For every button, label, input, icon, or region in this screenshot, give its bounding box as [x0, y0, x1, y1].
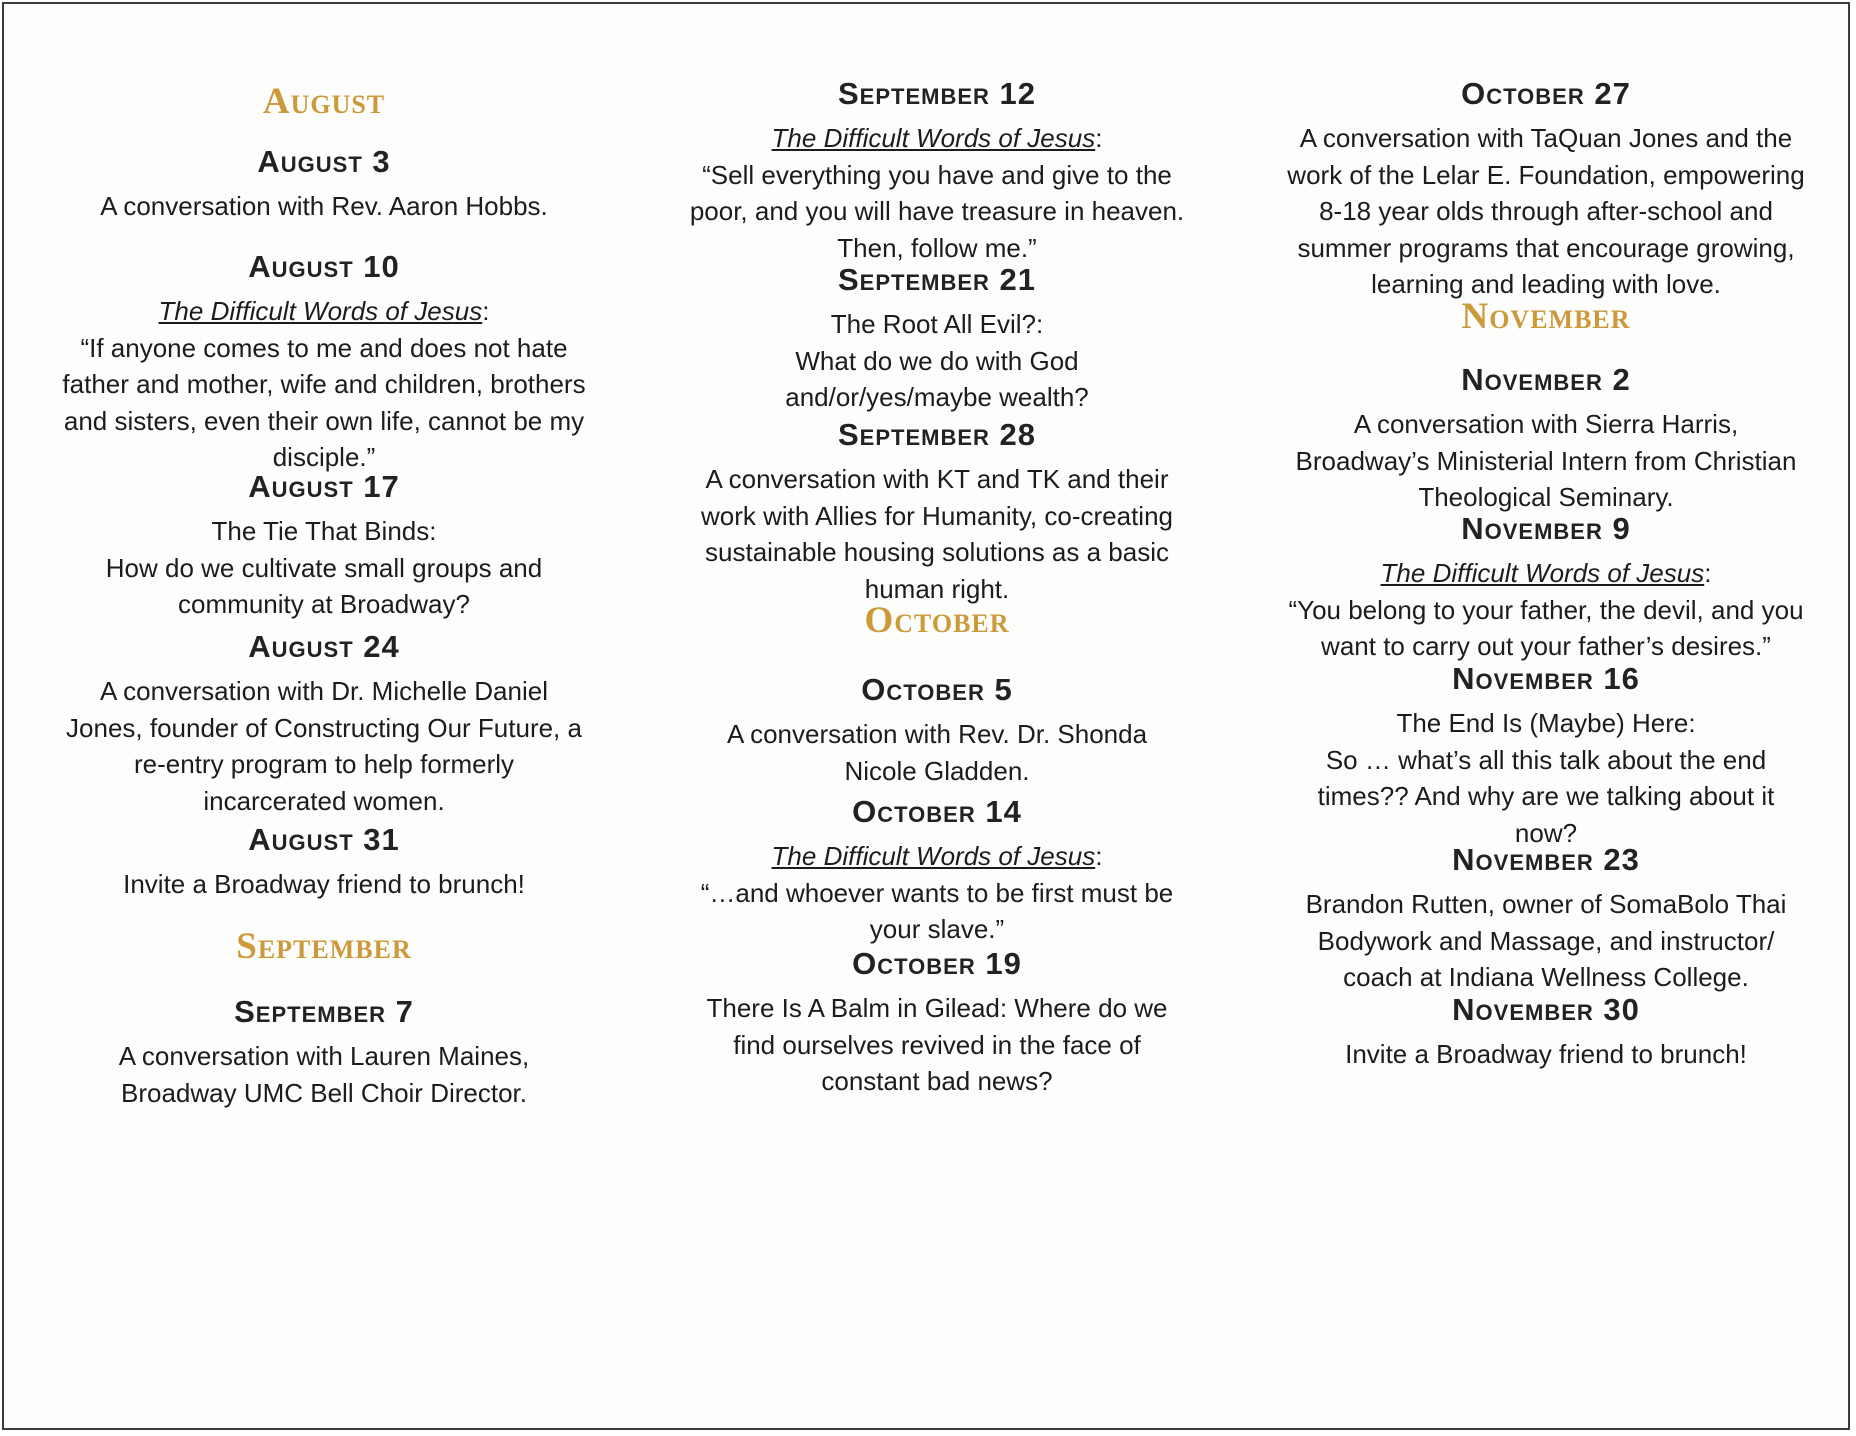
entry-date: November 30: [1452, 992, 1640, 1027]
entry-description-line: Brandon Rutten, owner of SomaBolo Thai: [1305, 889, 1787, 919]
entry-description-line: Broadway’s Ministerial Intern from Christian: [1295, 445, 1797, 476]
entry-description-line: work of the Lelar E. Foundation, empowering: [1287, 159, 1805, 190]
schedule-entry: [34, 629, 614, 819]
entry-description-line: What do we do with God: [795, 345, 1079, 376]
schedule-entry: [652, 76, 1222, 266]
series-colon: :: [1704, 558, 1712, 588]
entry-date: November 9: [1461, 511, 1631, 546]
series-colon: :: [1095, 841, 1103, 871]
schedule-entry: [652, 262, 1222, 416]
entry-date: August 24: [248, 629, 400, 664]
entry-description-line: Theological Seminary.: [1418, 482, 1674, 512]
entry-description-line: your slave.”: [869, 914, 1005, 944]
entry-description-line: father and mother, wife and children, brothers: [62, 369, 586, 399]
entry-description-line: now?: [1514, 817, 1578, 848]
entry-description-line: A conversation with Rev. Dr. Shonda: [726, 719, 1148, 749]
entry-description-line: Jones, founder of Constructing Our Future, a: [66, 712, 582, 743]
entry-description-line: and/or/yes/maybe wealth?: [785, 382, 1089, 412]
series-colon: :: [1095, 123, 1103, 153]
entry-date: September 7: [234, 994, 414, 1029]
schedule-entry: [652, 417, 1222, 607]
series-line: [652, 838, 1222, 875]
schedule-entry: [34, 249, 614, 476]
entry-date: November 16: [1452, 661, 1640, 696]
entry-description-line: community at Broadway?: [178, 589, 470, 619]
entry-date: August 17: [248, 469, 400, 504]
entry-description-line: “Sell everything you have and give to the: [702, 159, 1172, 190]
entry-description-line: A conversation with Sierra Harris,: [1353, 409, 1739, 439]
entry-date: November 23: [1452, 842, 1640, 877]
entry-description-line: re-entry program to help formerly: [133, 749, 515, 779]
schedule-entry: [34, 144, 614, 225]
entry-date: August 3: [257, 144, 391, 179]
schedule-entry: [34, 822, 614, 903]
entry-description-line: constant bad news?: [821, 1066, 1053, 1096]
entry-description-line: So … what’s all this talk about the end: [1325, 744, 1767, 775]
entry-description-line: A conversation with KT and TK and their: [705, 464, 1169, 494]
month-heading: August: [262, 81, 386, 122]
entry-description-line: A conversation with Lauren Maines,: [118, 1041, 530, 1071]
schedule-entry: [1256, 842, 1836, 996]
series-line: [652, 120, 1222, 157]
schedule-entry: [652, 672, 1222, 789]
series-line: [1256, 555, 1836, 592]
series-title: The Difficult Words of Jesus: [158, 296, 483, 326]
entry-description-line: want to carry out your father’s desires.”: [1321, 631, 1771, 661]
entry-date: October 14: [852, 794, 1022, 829]
entry-description-line: coach at Indiana Wellness College.: [1343, 962, 1749, 992]
series-title: The Difficult Words of Jesus: [1380, 558, 1705, 588]
entry-date: October 5: [861, 672, 1013, 707]
entry-description-line: sustainable housing solutions as a basic: [705, 537, 1169, 567]
entry-description-line: There Is A Balm in Gilead: Where do we: [706, 993, 1168, 1023]
entry-date: August 10: [248, 249, 400, 284]
entry-description-line: A conversation with Dr. Michelle Daniel: [100, 676, 548, 706]
series-title: The Difficult Words of Jesus: [771, 841, 1096, 871]
entry-description-line: find ourselves revived in the face of: [733, 1029, 1141, 1060]
entry-description-line: The Root All Evil?:: [830, 309, 1044, 339]
entry-description-line: summer programs that encourage growing,: [1297, 232, 1795, 263]
entry-description-line: “If anyone comes to me and does not hate: [80, 332, 568, 363]
schedule-entry: [1256, 992, 1836, 1073]
month-heading: November: [1461, 296, 1631, 337]
entry-description-line: 8-18 year olds through after-school and: [1319, 196, 1773, 226]
entry-description-line: A conversation with Rev. Aaron Hobbs.: [100, 191, 548, 221]
series-colon: :: [482, 296, 490, 326]
entry-description-line: and sisters, even their own life, cannot be my: [63, 405, 585, 436]
entry-description-line: The Tie That Binds:: [211, 516, 437, 546]
schedule-entry: [1256, 362, 1836, 516]
month-heading: October: [864, 600, 1010, 641]
schedule-entry: [34, 469, 614, 623]
entry-description-line: “You belong to your father, the devil, and you: [1288, 594, 1804, 625]
entry-description-line: incarcerated women.: [203, 785, 445, 816]
schedule-entry: [1256, 76, 1836, 303]
schedule-entry: [652, 794, 1222, 948]
schedule-entry: [1256, 661, 1836, 851]
entry-description-line: work with Allies for Humanity, co-creating: [700, 500, 1173, 531]
entry-date: September 12: [837, 76, 1036, 111]
entry-description-line: disciple.”: [272, 442, 376, 472]
entry-description-line: Invite a Broadway friend to brunch!: [1345, 1039, 1747, 1069]
entry-date: October 27: [1461, 76, 1631, 111]
entry-description-line: times?? And why are we talking about it: [1317, 781, 1775, 811]
entry-description-line: learning and leading with love.: [1371, 269, 1721, 299]
schedule-entry: [1256, 511, 1836, 665]
schedule-entry: [652, 946, 1222, 1100]
month-heading: September: [236, 926, 412, 967]
entry-description-line: human right.: [864, 573, 1010, 604]
entry-date: August 31: [248, 822, 400, 857]
entry-description-line: Bodywork and Massage, and instructor/: [1317, 925, 1775, 956]
schedule-entry: [34, 994, 614, 1111]
schedule-page: [2, 2, 1850, 1430]
entry-description-line: The End Is (Maybe) Here:: [1396, 708, 1696, 738]
entry-description-line: Invite a Broadway friend to brunch!: [123, 869, 525, 899]
entry-description-line: Broadway UMC Bell Choir Director.: [120, 1077, 527, 1108]
entry-description-line: Then, follow me.”: [837, 232, 1037, 263]
entry-description-line: poor, and you will have treasure in heaven.: [689, 196, 1185, 226]
entry-description-line: “…and whoever wants to be first must be: [700, 877, 1174, 908]
entry-description-line: A conversation with TaQuan Jones and the: [1299, 123, 1793, 153]
entry-description-line: Nicole Gladden.: [844, 755, 1030, 786]
series-line: [34, 293, 614, 330]
entry-date: September 21: [837, 262, 1036, 297]
entry-date: October 19: [852, 946, 1022, 981]
entry-date: September 28: [837, 417, 1036, 452]
entry-date: November 2: [1461, 362, 1631, 397]
series-title: The Difficult Words of Jesus: [771, 123, 1096, 153]
entry-description-line: How do we cultivate small groups and: [105, 552, 543, 583]
